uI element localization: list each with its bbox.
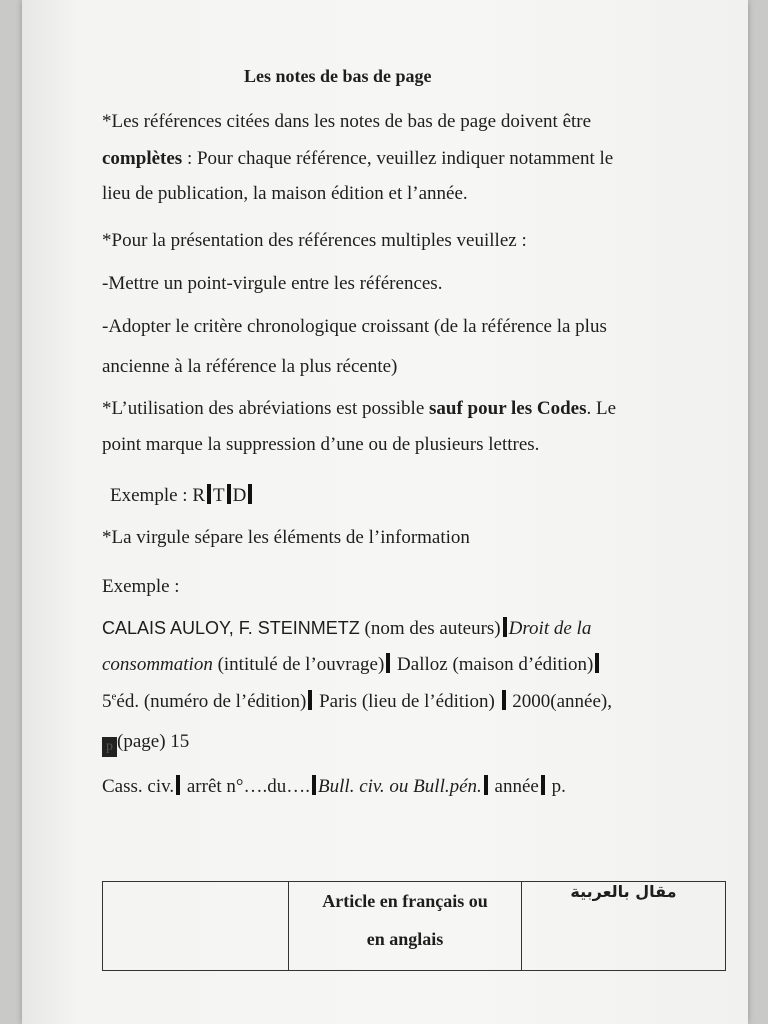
paragraph-comma: *La virgule sépare les éléments de l’information [102,527,470,548]
highlight-mark [207,484,211,504]
highlight-mark [595,653,599,673]
paragraph-abbreviations-line1 [102,398,616,420]
highlight-mark [227,484,231,504]
text-span: Dalloz (maison d’édition) [392,654,594,675]
page-title: Les notes de bas de page [244,66,432,86]
emphasis-completes: complètes [102,148,183,169]
text-span: 5 [102,691,112,712]
table-cell-empty [103,882,289,971]
highlight-mark [484,775,488,795]
rule-chronological-line1: -Adopter le critère chronologique croissant (de la référence la plus [102,316,607,337]
text-span: *L’utilisation des abréviations est possible [102,398,430,419]
highlight-mark [541,775,545,795]
paragraph-references-line3: lieu de publication, la maison édition et l’année. [102,183,468,204]
text-span: T [213,485,225,506]
highlight-mark [503,617,507,637]
text-span: (page) 15 [117,731,190,752]
table-cell-french [289,882,522,971]
text-span: éd. (numéro de l’édition) [116,691,307,712]
work-title: Droit de la [508,618,592,639]
highlight-mark [502,690,506,710]
french-label-line1: Article en français ou [322,891,488,911]
text-span: p. [546,776,566,797]
text-span: . Le [586,398,617,419]
emphasis-codes: sauf pour les Codes [429,398,587,419]
document-page [22,0,748,1024]
highlight-mark [248,484,252,504]
example-citation-line3 [102,690,612,713]
example-citation-line1 [102,617,591,640]
example-abbreviation [110,484,254,507]
language-table [102,881,726,971]
authors-text: CALAIS AULOY, F. STEINMETZ [102,618,360,638]
highlight-mark [312,775,316,795]
text-span: arrêt n°….du…. [182,776,311,797]
text-span: (nom des auteurs) [359,618,501,639]
example-label-2: Exemple : [102,576,180,597]
french-label-line2: en anglais [366,929,444,949]
text-span: R [192,485,205,506]
highlight-mark [176,775,180,795]
text-span: D [232,485,247,506]
text-span: (intitulé de l’ouvrage) [212,654,385,675]
rule-chronological-line2: ancienne à la référence la plus récente) [102,356,398,377]
example-citation-line2 [102,653,601,676]
rule-semicolon: -Mettre un point-virgule entre les références. [102,273,443,294]
paragraph-abbreviations-line2: point marque la suppression d’une ou de plusieurs lettres. [102,434,540,455]
paragraph-references-line1: *Les références citées dans les notes de bas de page doivent être [102,111,592,132]
highlight-mark [308,690,312,710]
text-span: Cass. civ. [102,776,175,797]
example-label: Exemple : [110,485,193,506]
text-span: 2000(année), [507,691,613,712]
cassation-format [102,775,566,798]
highlighted-p: p [102,737,117,757]
superscript: e [111,690,117,703]
text-span: année [489,776,539,797]
paragraph-references-line2 [102,148,613,170]
table-cell-arabic [522,882,726,971]
text-span: Paris (lieu de l’édition) [314,691,500,712]
arabic-label: مقال بالعربية [570,882,677,901]
highlight-mark [386,653,390,673]
paragraph-multiple-refs: *Pour la présentation des références multiples veuillez : [102,230,527,251]
bulletin-name: Bull. civ. ou Bull.pén. [318,776,482,797]
work-title-cont: consommation [102,654,213,675]
text-span: : Pour chaque référence, veuillez indiquer notamment le [182,148,614,169]
example-citation-line4 [102,731,189,757]
